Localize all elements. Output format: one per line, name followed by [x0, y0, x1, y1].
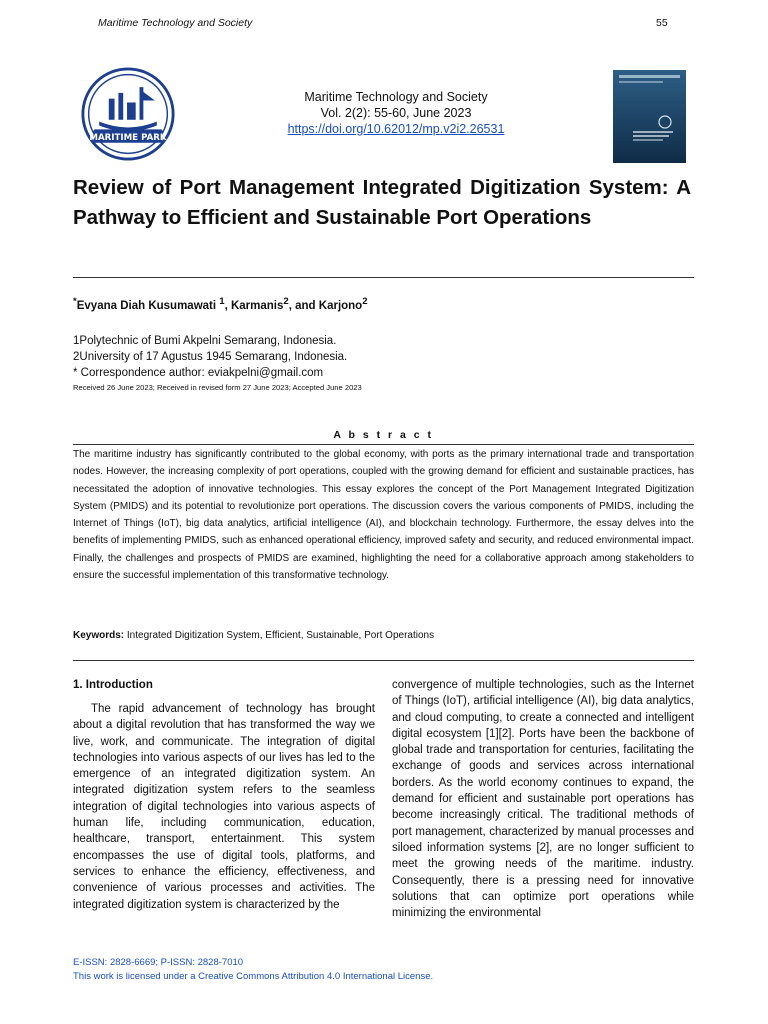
- divider-body: [73, 660, 694, 661]
- abstract-heading: A b s t r a c t: [333, 429, 434, 441]
- section-heading: 1. Introduction: [73, 679, 153, 691]
- affiliation-2: 2University of 17 Agustus 1945 Semarang, Indonesia.: [73, 351, 348, 363]
- running-title: Maritime Technology and Society: [98, 17, 253, 29]
- intro-paragraph-left: The rapid advancement of technology has brought about a digital revolution that has transformed the way we live, work, and communicate. The integration of digital technologies into various aspects of our lives has led to the emergence of an integrated digitization system. An integrated digitization system refers to the seamless integration of digital technologies into various aspects of human life, including communication, education, healthcare, transport, entertainment. This system encompasses the use of digital tools, platforms, and services to enhance the efficiency, effectiveness, and convenience of various processes and activities. The integrated digitization system is characterized by the: [73, 703, 375, 911]
- page-number: 55: [656, 17, 668, 29]
- intro-paragraph-right: convergence of multiple technologies, such as the Internet of Things (IoT), artificial intelligence (AI), big data analytics, and cloud computing, to create a connected and intelligent digital ecosystem [1][2]. Ports have been the backbone of global trade and transportation for centuries, facilitating the exchange of goods and services across international borders. As the world economy continues to expand, the demand for efficient and sustainable port operations has become increasingly critical. The traditional methods of port management, characterized by manual processes and siloed information systems [2], are no longer sufficient to meet the growing needs of the maritime. industry. Consequently, there is a pressing need for innovative solutions that can optimize port operations while minimizing the environmental: [392, 679, 694, 920]
- abstract-text: The maritime industry has significantly contributed to the global economy, with ports as the primary international trade and transportation nodes. However, the increasing complexity of port operations, coupled with the growing demand for efficient and sustainable practices, has necessitated the adoption of innovative technologies. This essay explores the concept of the Port Management Integrated Digitization System (PMIDS) and its potential to revolutionize port operations. The discussion covers the various components of PMIDS, including the Internet of Things (IoT), big data analytics, artificial intelligence (AI), and blockchain technology. Furthermore, the essay delves into the benefits of implementing PMIDS, such as enhanced operational efficiency, improved safety and security, and reduced environmental impact. Finally, the challenges and prospects of PMIDS are examined, highlighting the need for a collaborative approach among stakeholders to ensure the successful implementation of this transformative technology.: [73, 449, 694, 582]
- correspondence: * Correspondence author: eviakpelni@gmail.com: [73, 367, 324, 379]
- keywords-label: Keywords:: [73, 630, 125, 641]
- masthead: [200, 89, 592, 137]
- received-dates: Received 26 June 2023; Received in revised form 27 June 2023; Accepted June 2023: [73, 383, 362, 392]
- divider-top: [73, 277, 694, 278]
- body-column-right: [392, 677, 694, 921]
- license-link[interactable]: This work is licensed under a Creative Commons Attribution 4.0 International License.: [73, 971, 434, 982]
- article-title: Review of Port Management Integrated Digitization System: A Pathway to Efficient and Sustainable Port Operations: [73, 176, 691, 229]
- affiliations: [73, 333, 347, 381]
- doi-link[interactable]: https://doi.org/10.62012/mp.v2i2.26531: [287, 122, 505, 136]
- maritime-park-logo: [80, 66, 176, 162]
- logo-text: MARITIME PARK: [89, 132, 167, 143]
- journal-name: Maritime Technology and Society: [304, 90, 488, 104]
- issn-footer: E-ISSN: 2828-6669; P-ISSN: 2828-7010: [73, 957, 244, 968]
- volume-info: Vol. 2(2): 55-60, June 2023: [320, 106, 472, 120]
- journal-cover-image: [613, 70, 686, 163]
- affiliation-1: 1Polytechnic of Bumi Akpelni Semarang, Indonesia.: [73, 335, 337, 347]
- keywords-list: Integrated Digitization System, Efficient, Sustainable, Port Operations: [124, 630, 435, 641]
- keywords: [73, 630, 434, 641]
- divider-abstract: [73, 444, 694, 445]
- author-list: *Evyana Diah Kusumawati $^1$, Karmanis$^2$, and Karjono$^2$: [73, 296, 368, 312]
- body-column-left: [73, 677, 375, 913]
